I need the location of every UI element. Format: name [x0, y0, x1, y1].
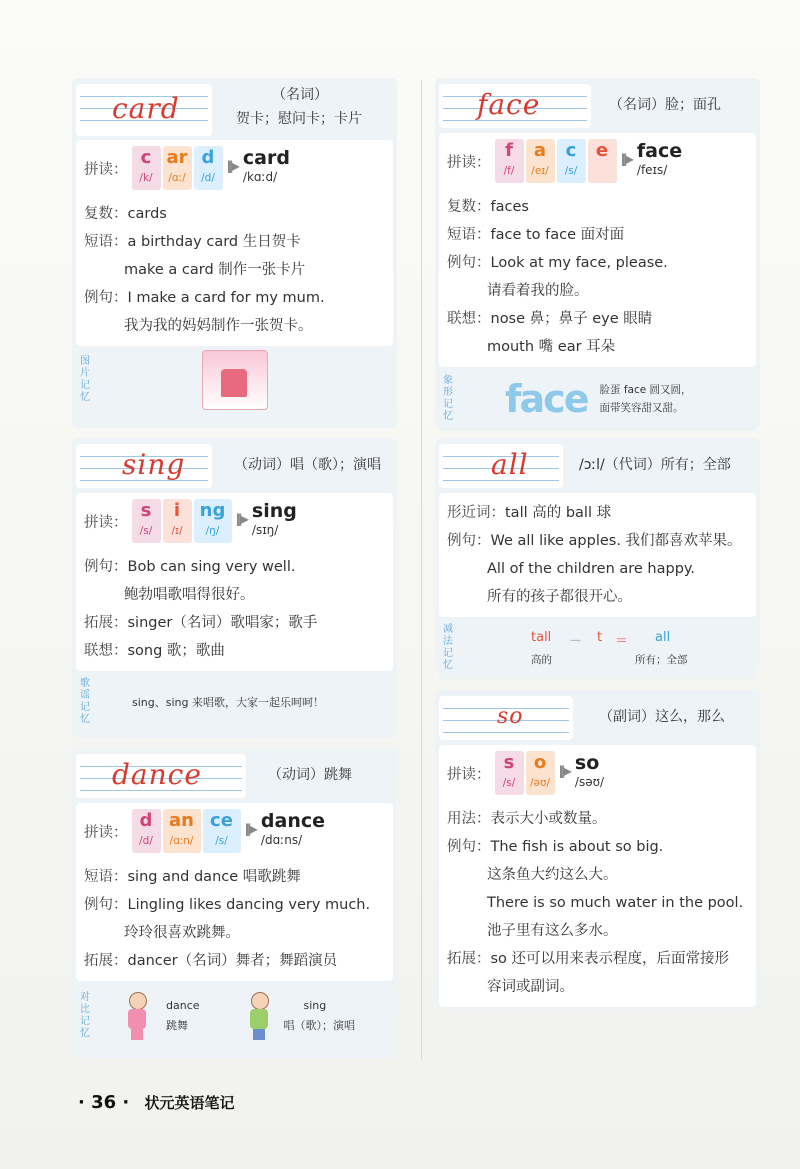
entry-face [435, 78, 760, 428]
phrase-row: 短语：sing and dance 唱歌跳舞 [84, 869, 301, 885]
phonics-tile: c /k/ [132, 146, 161, 190]
example-row: All of the children are happy. [487, 561, 696, 577]
example-row: 例句：I make a card for my mum. [84, 290, 325, 306]
memory-aid [76, 671, 393, 733]
memory-aid [76, 346, 393, 414]
example-row: 例句：The fish is about so big. [447, 839, 664, 855]
arrow-icon: ||||▶ [244, 822, 255, 836]
entry-header [435, 438, 760, 493]
phonics-tile: ar /ɑː/ [163, 146, 192, 190]
phonics-tile: o /əʊ/ [526, 751, 555, 795]
label: 拼读： [84, 162, 128, 178]
entry-header [72, 78, 397, 140]
entry-dance [72, 748, 397, 1058]
arrow-icon: ||||▶ [558, 764, 569, 778]
memo-text: sing、sing 来唱歌，大家一起乐呵呵！ [132, 696, 324, 709]
phonics-tile: e [588, 139, 617, 183]
part-of-speech: （名词） [272, 87, 328, 103]
example-translation: 我为我的妈妈制作一张贺卡。 [124, 318, 313, 334]
entry-header [435, 78, 760, 133]
headword: all [491, 448, 529, 481]
example-translation: 鲍勃唱歌唱得很好。 [124, 587, 255, 603]
phonics-tiles [495, 751, 557, 795]
column-divider [421, 80, 422, 1060]
memo-tag: 对比记忆 [80, 992, 90, 1039]
phonics-row: 拼读： f /f/ a /eɪ/ c /s/ e ||||▶ face /feɪs/ [447, 139, 748, 191]
meaning: 贺卡；慰问卡；卡片 [236, 111, 362, 127]
phonics-tiles [132, 499, 234, 543]
full-word: dance /dɑːns/ [260, 810, 326, 847]
phonics-tile: ng /ŋ/ [194, 499, 232, 543]
book-title: 状元英语笔记 [144, 1094, 235, 1112]
phonics-tile: d /d/ [132, 809, 161, 853]
contrast-sing: sing 唱（歌）；演唱 [283, 999, 356, 1032]
association-row: 联想：song 歌；歌曲 [84, 643, 225, 659]
phonics-row [84, 146, 385, 198]
association-row: 联想：nose 鼻；鼻子 eye 眼睛 [447, 311, 653, 327]
meaning: （动词）唱（歌）；演唱 [234, 457, 381, 473]
entry-body [439, 493, 756, 617]
memory-aid [439, 367, 756, 431]
page-number: · 36 · [78, 1092, 130, 1113]
phonics-tiles [495, 139, 619, 183]
phonics-row: 拼读： s /s/ i /ɪ/ ng /ŋ/ ||||▶ sing /sɪŋ/ [84, 499, 385, 551]
contrast-dance: dance 跳舞 [166, 999, 200, 1032]
meaning: （动词）跳舞 [268, 767, 352, 783]
example-translation: 这条鱼大约这么大。 [487, 867, 618, 883]
entry-sing [72, 438, 397, 738]
phonics-tile: s /s/ [132, 499, 161, 543]
right-column [435, 78, 760, 1020]
phonics-tile: ce /s/ [203, 809, 241, 853]
subtraction-equation: tall － t ＝ all 高的 所有；全部 [531, 630, 688, 666]
example-row: 例句：Lingling likes dancing very much. [84, 897, 371, 913]
headword: so [497, 704, 524, 729]
phonics-tile: an /ɑːn/ [163, 809, 201, 853]
birthday-card-image [202, 350, 268, 410]
entry-header [72, 438, 397, 493]
phonics-row: 拼读： d /d/ an /ɑːn/ ce /s/ ||||▶ dance /dɑːns/ [84, 809, 385, 861]
entry-all [435, 438, 760, 671]
full-word: so /səʊ/ [574, 752, 605, 789]
example-row: 例句：We all like apples. 我们都喜欢苹果。 [447, 533, 742, 549]
phrase-row: 短语：a birthday card 生日贺卡 [84, 234, 301, 250]
memo-tag: 象形记忆 [443, 375, 453, 422]
headword: dance [112, 758, 202, 791]
example-row: 例句：Bob can sing very well. [84, 559, 296, 575]
phonics-tile: s /s/ [495, 751, 524, 795]
word-box [76, 84, 212, 136]
phonics-tile: a /eɪ/ [526, 139, 555, 183]
entry-header [72, 748, 397, 803]
extension-row: 拓展：singer（名词）歌唱家；歌手 [84, 615, 318, 631]
entry-card [72, 78, 397, 428]
memory-aid [76, 981, 393, 1051]
example-translation: 请看着我的脸。 [487, 283, 589, 299]
arrow-icon: ||||▶ [620, 152, 631, 166]
plural-row: 复数：cards [84, 206, 167, 222]
meaning: （副词）这么，那么 [599, 709, 725, 725]
face-logo-icon: face [505, 377, 588, 421]
phonics-tiles [132, 146, 225, 190]
singing-boy-icon [240, 992, 278, 1040]
headword: face [477, 88, 541, 121]
phrase-row: 短语：face to face 面对面 [447, 227, 625, 243]
phonics-tile: i /ɪ/ [163, 499, 192, 543]
phonics-tile: c /s/ [557, 139, 586, 183]
example-translation: 池子里有这么多水。 [487, 923, 618, 939]
phrase-row: make a card 制作一张卡片 [124, 262, 306, 278]
arrow-icon: ||||▶ [235, 512, 246, 526]
example-translation: 玲玲很喜欢跳舞。 [124, 925, 240, 941]
full-word: face /feɪs/ [636, 140, 683, 177]
full-word: sing /sɪŋ/ [251, 500, 297, 537]
plural-row: 复数：faces [447, 199, 529, 215]
meaning: /ɔːl/（代词）所有；全部 [579, 457, 731, 473]
word-box [439, 84, 591, 128]
word-box [76, 754, 246, 798]
example-translation: 所有的孩子都很开心。 [487, 589, 632, 605]
page-footer [78, 1092, 235, 1113]
memo-tag: 减法记忆 [443, 624, 453, 671]
memo-tag: 图片记忆 [80, 356, 90, 403]
entry-body [439, 133, 756, 367]
entry-body [76, 803, 393, 981]
meaning: （名词）脸；面孔 [609, 97, 721, 113]
usage-row: 用法：表示大小或数量。 [447, 811, 607, 827]
entry-header [435, 690, 760, 745]
phonics-row: 拼读： s /s/ o /əʊ/ ||||▶ so /səʊ/ [447, 751, 748, 803]
headword: sing [122, 448, 186, 481]
arrow-icon: ||||▶ [226, 159, 237, 173]
example-row: There is so much water in the pool. [487, 895, 744, 911]
entry-body [439, 745, 756, 1007]
word-box [439, 444, 563, 488]
word-box [439, 696, 573, 740]
left-column [72, 78, 397, 1068]
headword: card [112, 92, 180, 125]
memo-tag: 歌谣记忆 [80, 678, 90, 725]
full-word: card /kɑːd/ [242, 147, 290, 184]
phonics-tiles [132, 809, 243, 853]
extension-row: 拓展：dancer（名词）舞者；舞蹈演员 [84, 953, 338, 969]
association-row: mouth 嘴 ear 耳朵 [487, 339, 616, 355]
memory-aid [439, 617, 756, 679]
word-box [76, 444, 212, 488]
entry-body [76, 140, 393, 346]
entry-body [76, 493, 393, 671]
extension-row: 拓展：so 还可以用来表示程度，后面常接形 [447, 951, 730, 967]
entry-so [435, 690, 760, 1010]
phonics-tile: f /f/ [495, 139, 524, 183]
dancing-girl-icon [118, 992, 156, 1040]
similar-words-row: 形近词：tall 高的 ball 球 [447, 505, 612, 521]
example-row: 例句：Look at my face, please. [447, 255, 668, 271]
memo-text: 脸蛋 face 圆又圆， 面带笑容甜又甜。 [599, 384, 692, 414]
phonics-tile: d /d/ [194, 146, 223, 190]
extension-row: 容词或副词。 [487, 979, 574, 995]
